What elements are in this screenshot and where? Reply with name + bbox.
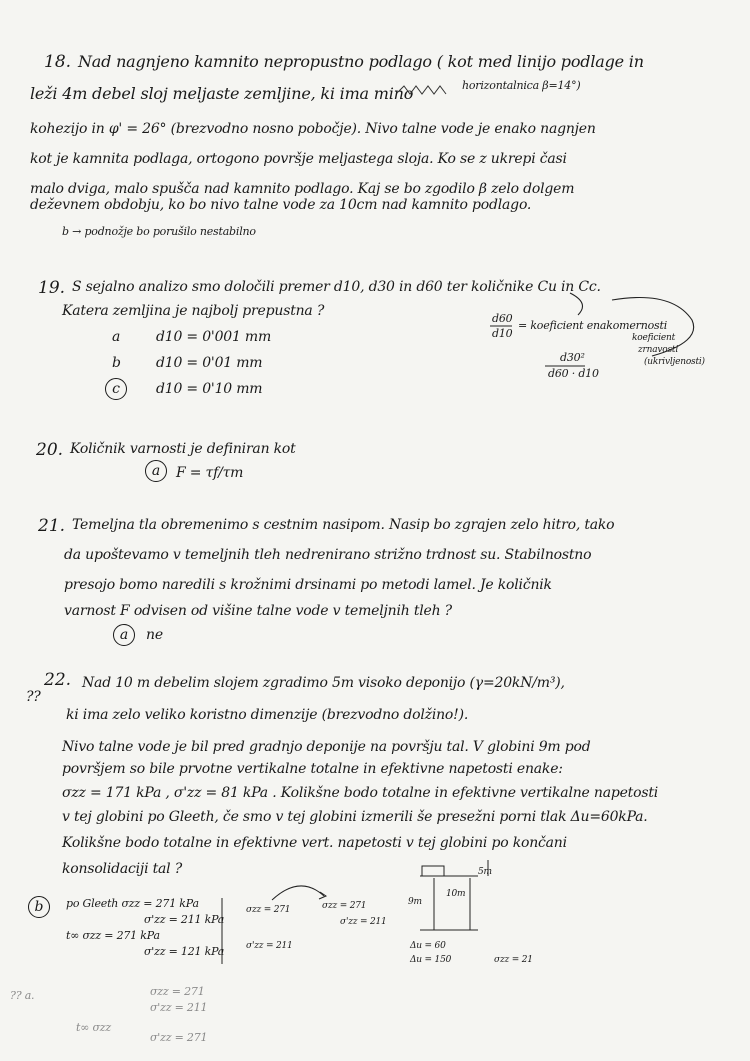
q19-note-fraction2-top: d30² (560, 351, 585, 364)
q22-work-5: σzz = 271 (246, 905, 291, 915)
q21-line-4: varnost F odvisen od višine talne vode v temeljnih tleh ? (64, 603, 452, 619)
q19-line-2: Katera zemljina je najbolj prepustna ? (62, 303, 325, 319)
faint-note-2: σzz = 271 (150, 985, 205, 998)
q22-line-7: Kolikšne bodo totalne in efektivne vert. napetosti v tej globini po končani (62, 835, 567, 851)
q19-note-coef-1: koeficient (632, 333, 676, 343)
q20-answer-formula: F = τf/τm (176, 465, 244, 481)
q21-answer-circled: a (113, 624, 135, 646)
q22-line-1: Nad 10 m debelim slojem zgradimo 5m visoko deponijo (γ=20kN/m³), (82, 675, 565, 691)
question-22-number: 22. (44, 670, 72, 690)
faint-note-5: σ'zz = 271 (150, 1031, 208, 1044)
q20-answer-circled: a (145, 460, 167, 482)
q18-line-6: deževnem obdobju, ko bo nivo talne vode za 10cm nad kamnito podlago. (30, 197, 532, 213)
q22-work-11: σzz = 21 (494, 955, 533, 965)
q18-answer: b → podnožje bo porušilo nestabilno (62, 225, 256, 238)
q18-insert: horizontalnica β=14°) (462, 79, 581, 92)
q22-line-4: površjem so bile prvotne vertikalne totalne in efektivne napetosti enake: (62, 761, 563, 777)
faint-note-1: ?? a. (10, 989, 35, 1002)
faint-note-4: t∞ σzz (76, 1021, 111, 1034)
q22-work-8: σ'zz = 211 (340, 917, 387, 927)
q21-line-2: da upoštevamo v temeljnih tleh nedrenirano strižno trdnost su. Stabilnostno (64, 547, 592, 563)
q19-note-fraction-top: d60 (492, 312, 513, 325)
q22-work-3: t∞ σzz = 271 kPa (66, 929, 160, 942)
q19-line-1: S sejalno analizo smo določili premer d10, d30 in d60 ter količnike Cu in Cc. (72, 279, 601, 295)
q22-work-6: σ'zz = 211 (246, 941, 293, 951)
q19-option-a-text: d10 = 0'001 mm (156, 329, 272, 345)
q22-answer-circled: b (28, 896, 50, 918)
q21-line-1: Temeljna tla obremenimo s cestnim nasipom. Nasip bo zgrajen zelo hitro, tako (72, 517, 615, 533)
q22-line-5: σzz = 171 kPa , σ'zz = 81 kPa . Kolikšne bodo totalne in efektivne vertikalne napetosti (62, 785, 659, 801)
q22-line-2: ki ima zelo veliko koristno dimenzije (brezvodno dolžino!). (66, 707, 469, 723)
q19-note-coef-3: (ukrivljenosti) (644, 357, 705, 367)
question-19-number: 19. (38, 278, 66, 298)
q22-line-8: konsolidaciji tal ? (62, 861, 182, 877)
q22-work-9: Δu = 60 (410, 941, 446, 951)
question-18-number: 18. (44, 52, 72, 72)
q22-deposit-sketch (422, 866, 444, 876)
q22-line-3: Nivo talne vode je bil pred gradnjo deponije na površju tal. V globini 9m pod (62, 739, 591, 755)
q19-bracket (570, 293, 694, 356)
q18-line-5: malo dviga, malo spušča nad kamnito podlago. Kaj se bo zgodilo β zelo dolgem (30, 181, 575, 197)
q19-option-c-circled: c (105, 378, 127, 400)
q22-work-7: σzz = 271 (322, 901, 367, 911)
q22-arrow (272, 886, 324, 900)
q19-option-b-letter: b (112, 355, 121, 371)
question-21-number: 21. (38, 516, 66, 536)
q21-line-3: presojo bomo naredili s krožnimi drsinami po metodi lamel. Je količnik (64, 577, 552, 593)
q22-work-10: Δu = 150 (410, 955, 452, 965)
q22-work-4: σ'zz = 121 kPa (144, 945, 225, 958)
q18-line-1: Nad nagnjeno kamnito nepropustno podlago ( kot med linijo podlage in (78, 52, 644, 71)
q22-margin-mark: ?? (26, 689, 41, 705)
q18-line-3: kohezijo in φ' = 26° (brezvodno nosno pobočje). Nivo talne vode je enako nagnjen (30, 121, 596, 137)
scribble-mark (398, 86, 446, 94)
q19-option-c-text: d10 = 0'10 mm (156, 381, 263, 397)
q19-note-coef-2: zrnavosti (638, 345, 679, 355)
q19-note-equation: = koeficient enakomernosti (518, 319, 668, 332)
q18-line-4: kot je kamnita podlaga, ortogono površje meljastega sloja. Ko se z ukrepi časi (30, 151, 567, 167)
q22-work-2: σ'zz = 211 kPa (144, 913, 225, 926)
q19-note-fraction-bottom: d10 (492, 327, 513, 340)
q22-diagram-height-label: 5m (478, 867, 492, 877)
q19-note-fraction2-bottom: d60 · d10 (548, 367, 599, 380)
q18-line-2: leži 4m debel sloj meljaste zemljine, ki ima mino (30, 84, 414, 103)
q22-diagram-depth-label: 9m (408, 897, 422, 907)
q19-option-b-text: d10 = 0'01 mm (156, 355, 263, 371)
q22-diagram-layer-label: 10m (446, 889, 466, 899)
q19-option-a-letter: a (112, 329, 121, 345)
faint-note-3: σ'zz = 211 (150, 1001, 208, 1014)
q22-work-1: po Gleeth σzz = 271 kPa (66, 897, 199, 910)
q22-line-6: v tej globini po Gleeth, če smo v tej globini izmerili še presežni porni tlak Δu=60kPa. (62, 809, 648, 825)
q21-answer-text: ne (146, 627, 163, 643)
question-20-number: 20. (36, 440, 64, 460)
q20-line: Količnik varnosti je definiran kot (70, 441, 296, 457)
